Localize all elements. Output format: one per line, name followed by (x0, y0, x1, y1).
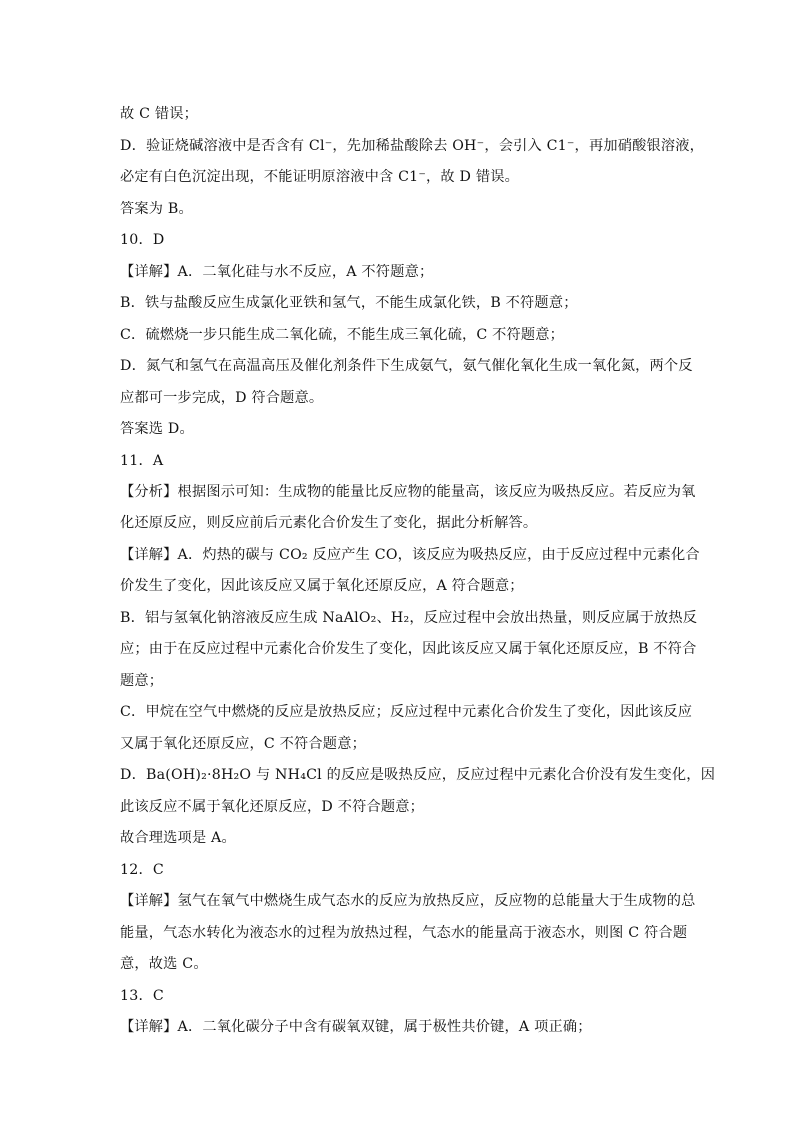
text-line: 故合理选项是 A。 (120, 830, 236, 846)
text-line: 【分析】根据图示可知：生成物的能量比反应物的能量高，该反应为吸热反应。若反应为氧 (120, 484, 696, 500)
text-line: 故 C 错误； (120, 106, 199, 122)
text-line: C．甲烷在空气中燃烧的反应是放热反应；反应过程中元素化合价发生了变化，因此该反应 (120, 704, 693, 720)
text-line: 应都可一步完成，D 符合题意。 (120, 390, 324, 406)
text-line: 意，故选 C。 (120, 956, 208, 972)
text-line: 应；由于在反应过程中元素化合价发生了变化，因此该反应又属于氧化还原反应，B 不符合 (120, 641, 697, 657)
text-line: 必定有白色沉淀出现，不能证明原溶液中含 C1⁻，故 D 错误。 (120, 169, 519, 185)
question-number: 10．D (120, 232, 165, 248)
text-line: C．硫燃烧一步只能生成二氧化硫，不能生成三氧化硫，C 不符题意； (120, 327, 565, 343)
text-line: 【详解】氢气在氧气中燃烧生成气态水的反应为放热反应，反应物的总能量大于生成物的总 (120, 893, 696, 909)
text-line: 【详解】A．二氧化硅与水不反应，A 不符题意； (120, 264, 434, 280)
text-line: 此该反应不属于氧化还原反应，D 不符合题意； (120, 799, 425, 815)
text-line: 化还原反应，则反应前后元素化合价发生了变化，据此分析解答。 (120, 515, 538, 531)
text-line: 答案选 D。 (120, 421, 194, 437)
text-line: D．验证烧碱溶液中是否含有 Cl⁻，先加稀盐酸除去 OH⁻，会引入 C1⁻，再加硝酸银溶液， (120, 138, 705, 154)
text-line: 又属于氧化还原反应，C 不符合题意； (120, 736, 366, 752)
text-line: 题意； (120, 673, 164, 689)
question-number: 13．C (120, 988, 164, 1004)
text-line: B．铁与盐酸反应生成氯化亚铁和氢气，不能生成氯化铁，B 不符题意； (120, 295, 578, 311)
text-line: 【详解】A．二氧化碳分子中含有碳氧双键，属于极性共价键，A 项正确； (120, 1019, 592, 1035)
question-number: 11．A (120, 453, 164, 469)
text-line: D．氮气和氢气在高温高压及催化剂条件下生成氨气，氨气催化氧化生成一氧化氮，两个反 (120, 358, 693, 374)
text-line: D．Ba(OH)₂·8H₂O 与 NH₄Cl 的反应是吸热反应，反应过程中元素化合价没有发生变化，因 (120, 767, 716, 783)
text-line: B．铝与氢氧化钠溶液反应生成 NaAlO₂、H₂，反应过程中会放出热量，则反应属于放热反 (120, 610, 698, 626)
text-line: 答案为 B。 (120, 201, 193, 217)
text-line: 【详解】A．灼热的碳与 CO₂ 反应产生 CO，该反应为吸热反应，由于反应过程中元素化合 (120, 547, 700, 563)
question-number: 12．C (120, 862, 164, 878)
text-line: 价发生了变化，因此该反应又属于氧化还原反应，A 符合题意； (120, 578, 524, 594)
text-line: 能量，气态水转化为液态水的过程为放热过程，气态水的能量高于液态水，则图 C 符合题 (120, 925, 688, 941)
